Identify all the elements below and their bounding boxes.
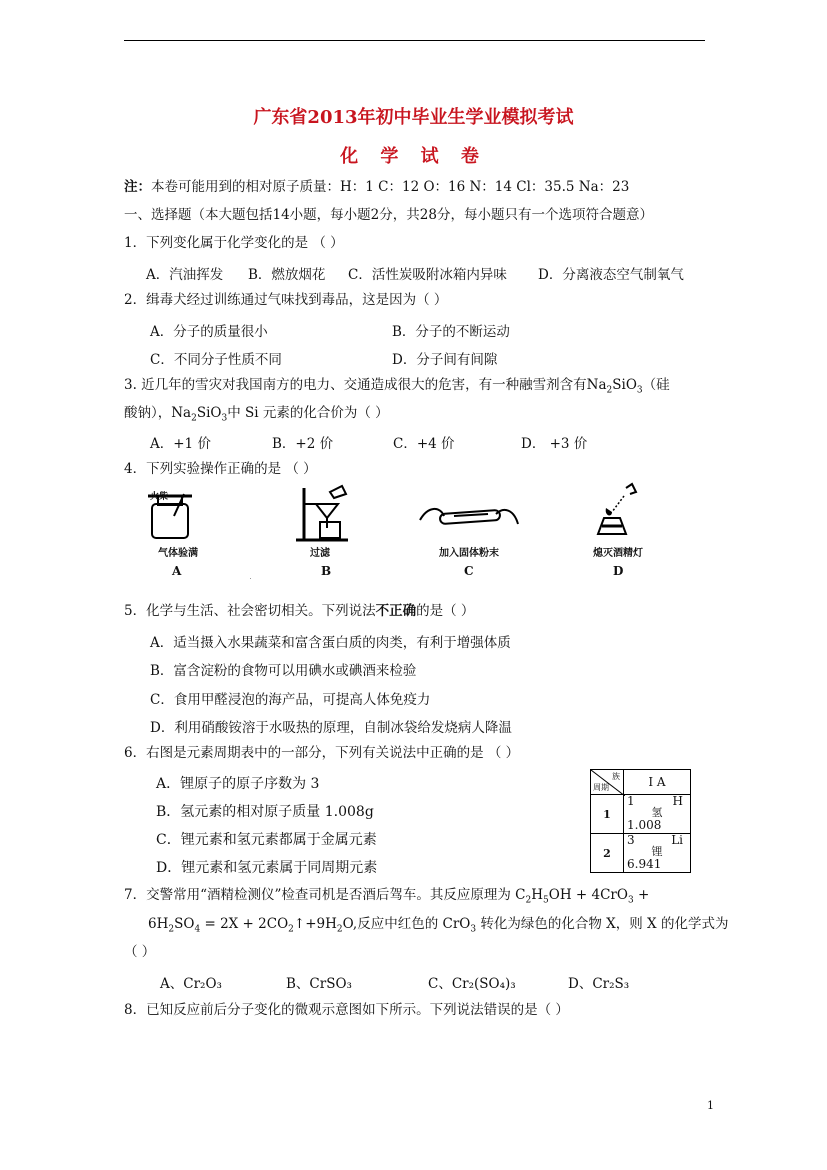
q7-option-d: D、Cr₂S₃ xyxy=(568,976,630,992)
figure-c-caption: 加入固体粉末 xyxy=(439,548,499,559)
q5-option-b: B．富含淀粉的食物可以用碘水或碘酒来检验 xyxy=(150,663,417,679)
figure-add-powder xyxy=(414,498,524,538)
q3-stem-line2: 酸钠），$Na_2SiO_3$中 Si 元素的化合价为（ ） xyxy=(124,405,389,424)
header-rule xyxy=(124,40,705,41)
q1-stem: 1．下列变化属于化学变化的是 （ ） xyxy=(124,235,344,251)
table-period-1: 1 xyxy=(591,795,624,834)
figure-d-caption: 熄灭酒精灯 xyxy=(593,548,643,559)
scan-dot xyxy=(250,578,251,579)
element-cell-lithium: 3 Li 锂 6.941 xyxy=(624,834,691,873)
figure-a-letter: A xyxy=(172,564,182,578)
q5-option-c: C．食用甲醛浸泡的海产品，可提高人体免疫力 xyxy=(150,692,431,708)
table-period-2: 2 xyxy=(591,834,624,873)
q3-option-c: C．+4 价 xyxy=(393,436,455,452)
note-prefix: 注： xyxy=(124,179,151,195)
q5-option-d: D．利用硝酸铵溶于水吸热的原理，自制冰袋给发烧病人降温 xyxy=(150,720,512,736)
figure-filtration xyxy=(290,484,360,544)
q5-option-a: A．适当摄入水果蔬菜和富含蛋白质的肉类，有利于增强体质 xyxy=(150,635,511,651)
figure-a-caption: 气体验满 xyxy=(158,548,198,559)
q1-option-a: A．汽油挥发 xyxy=(146,267,224,283)
figure-a-tag: 火柴 xyxy=(150,492,169,502)
q6-option-a: A．锂原子的原子序数为 3 xyxy=(156,776,320,792)
q7-option-a: A、Cr₂O₃ xyxy=(160,976,222,992)
exam-subtitle: 化 学 试 卷 xyxy=(340,146,487,167)
q7-line2: $6H_2SO_4 = 2X$ + $2CO_2↑+9H_2O$,反应中红色的 CrO$_3$ 转化为绿色的化合物 X，则 X 的化学式为 xyxy=(148,916,729,935)
figure-b-caption: 过滤 xyxy=(310,548,330,559)
figure-c-letter: C xyxy=(464,564,474,578)
q5-stem: 5．化学与生活、社会密切相关。下列说法不正确的是（ ） xyxy=(124,603,475,619)
q2-stem: 2．缉毒犬经过训练通过气味找到毒品，这是因为（ ） xyxy=(124,292,448,308)
figure-extinguish-lamp xyxy=(588,482,648,542)
section-heading: 一、选择题（本大题包括14小题，每小题2分，共28分，每小题只有一个选项符合题意） xyxy=(124,207,653,223)
q1-option-d: D．分离液态空气制氧气 xyxy=(538,267,684,283)
q7-line3: （ ） xyxy=(124,944,156,960)
q7-line1: 7．交警常用“酒精检测仪”检查司机是否酒后驾车。其反应原理为 $C_2H_5OH + 4CrO_3$ + xyxy=(124,887,650,906)
q4-stem: 4．下列实验操作正确的是 （ ） xyxy=(124,461,317,477)
q6-option-d: D．锂元素和氢元素属于同周期元素 xyxy=(156,860,378,876)
figure-d-letter: D xyxy=(613,564,624,578)
exam-title: 广东省2013年初中毕业生学业模拟考试 xyxy=(253,107,574,128)
table-corner: 族 周期 xyxy=(591,770,624,795)
q7-option-b: B、CrSO₃ xyxy=(286,976,352,992)
periodic-table-fragment xyxy=(590,769,691,873)
q3-option-a: A．+1 价 xyxy=(150,436,211,452)
note-line xyxy=(124,178,629,196)
q1-option-b: B．燃放烟花 xyxy=(248,267,326,283)
q6-option-b: B．氢元素的相对原子质量 1.008g xyxy=(156,804,374,820)
q2-option-c: C．不同分子性质不同 xyxy=(150,352,282,368)
q2-option-d: D．分子间有间隙 xyxy=(392,352,498,368)
page-number: 1 xyxy=(707,1099,714,1112)
q2-option-a: A．分子的质量很小 xyxy=(150,324,268,340)
table-group-header: I A xyxy=(624,770,691,795)
q5-emphasis: 不正确 xyxy=(375,603,417,619)
q3-option-b: B．+2 价 xyxy=(272,436,334,452)
element-cell-hydrogen: 1 H 氢 1.008 xyxy=(624,795,691,834)
q3-stem-line1: 3. 近几年的雪灾对我国南方的电力、交通造成很大的危害，有一种融雪剂含有$Na_2SiO_3$（硅 xyxy=(124,377,670,396)
q6-stem: 6．右图是元素周期表中的一部分，下列有关说法中正确的是 （ ） xyxy=(124,745,520,761)
q3-option-d: D． +3 价 xyxy=(521,436,588,452)
q2-option-b: B．分子的不断运动 xyxy=(392,324,510,340)
q8-stem: 8．已知反应前后分子变化的微观示意图如下所示。下列说法错误的是（ ） xyxy=(124,1002,569,1018)
q1-option-c: C．活性炭吸附冰箱内异味 xyxy=(348,267,507,283)
figure-b-letter: B xyxy=(321,564,332,578)
q7-option-c: C、Cr₂(SO₄)₃ xyxy=(428,976,516,992)
q6-option-c: C．锂元素和氢元素都属于金属元素 xyxy=(156,832,377,848)
note-text: 本卷可能用到的相对原子质量：H：1 C：12 O：16 N：14 Cl：35.5 Na：23 xyxy=(151,179,630,195)
